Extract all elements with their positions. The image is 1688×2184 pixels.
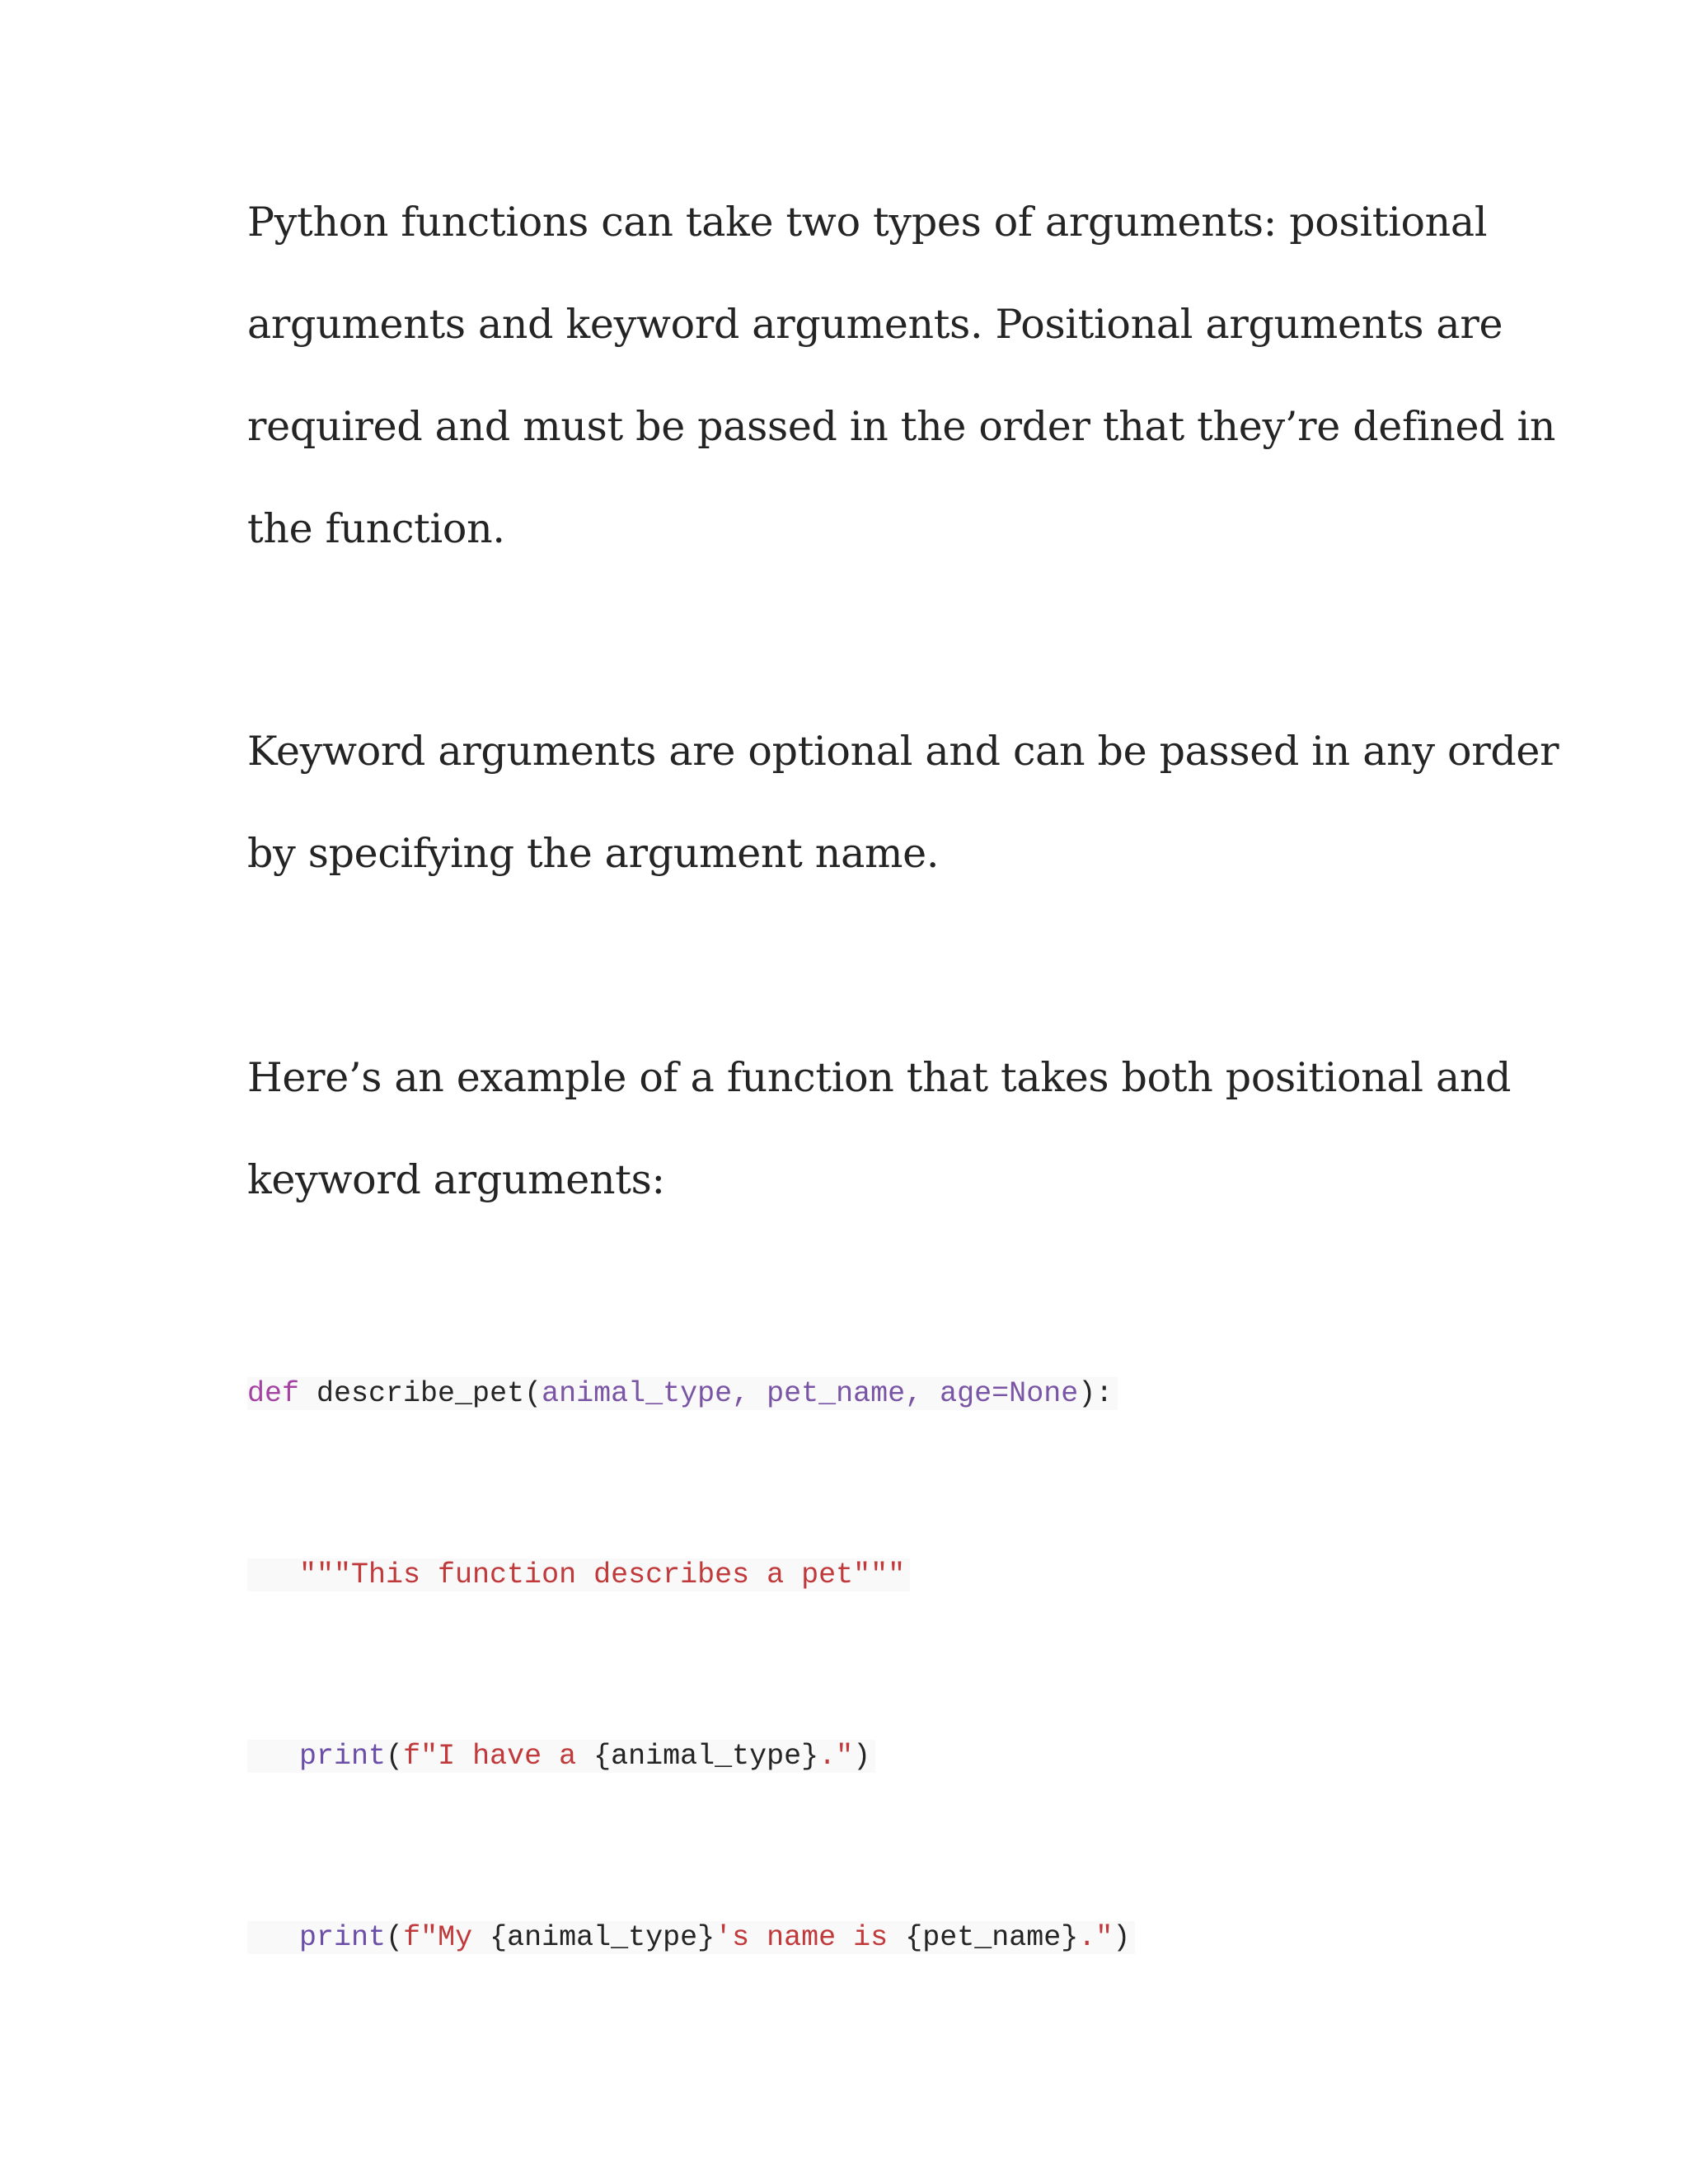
code-punctuation: ) xyxy=(853,1740,871,1773)
code-punctuation: ( xyxy=(524,1377,542,1410)
code-string: f"My xyxy=(403,1921,490,1954)
code-line-docstring xyxy=(247,1558,910,1591)
code-indent xyxy=(247,1740,299,1773)
code-line-print-have xyxy=(247,1740,875,1773)
paragraph-line: by specifying the argument name. xyxy=(247,830,940,877)
paragraph-line: the function. xyxy=(247,505,505,552)
paragraph-keyword-arguments xyxy=(247,701,1559,905)
code-indent xyxy=(247,1921,299,1954)
code-fstring-expression: {pet_name} xyxy=(905,1921,1079,1954)
code-string: f"I have a xyxy=(403,1740,594,1773)
paragraph-line: Here’s an example of a function that takes both positional and xyxy=(247,1054,1512,1101)
paragraph-line: Python functions can take two types of arguments: positional xyxy=(247,199,1488,246)
code-punctuation: ( xyxy=(386,1740,404,1773)
code-punctuation: ( xyxy=(386,1921,404,1954)
code-line-print-name xyxy=(247,1921,1135,1954)
paragraph-line: required and must be passed in the order that they’re defined in xyxy=(247,403,1556,450)
code-indent xyxy=(247,1558,299,1591)
code-keyword: def xyxy=(247,1377,300,1410)
code-builtin-print: print xyxy=(299,1921,387,1954)
code-punctuation: ): xyxy=(1078,1377,1114,1410)
code-line-def xyxy=(247,1377,1118,1410)
code-parameters: animal_type, pet_name, age=None xyxy=(542,1377,1079,1410)
code-docstring: """This function describes a pet""" xyxy=(299,1558,906,1591)
code-fstring-expression: {animal_type} xyxy=(490,1921,715,1954)
code-space xyxy=(299,1377,316,1410)
paragraph-line: Keyword arguments are optional and can be passed in any order xyxy=(247,728,1559,775)
paragraph-example-intro xyxy=(247,1027,1512,1231)
code-string: ." xyxy=(818,1740,854,1773)
code-builtin-print: print xyxy=(299,1740,387,1773)
paragraph-line: arguments and keyword arguments. Positional arguments are xyxy=(247,301,1503,348)
paragraph-line: keyword arguments: xyxy=(247,1156,665,1203)
code-string: ." xyxy=(1078,1921,1114,1954)
code-string: 's name is xyxy=(715,1921,906,1954)
code-punctuation: ) xyxy=(1113,1921,1131,1954)
code-fstring-expression: {animal_type} xyxy=(593,1740,819,1773)
paragraph-argument-types xyxy=(247,171,1556,580)
code-function-name: describe_pet xyxy=(316,1377,525,1410)
